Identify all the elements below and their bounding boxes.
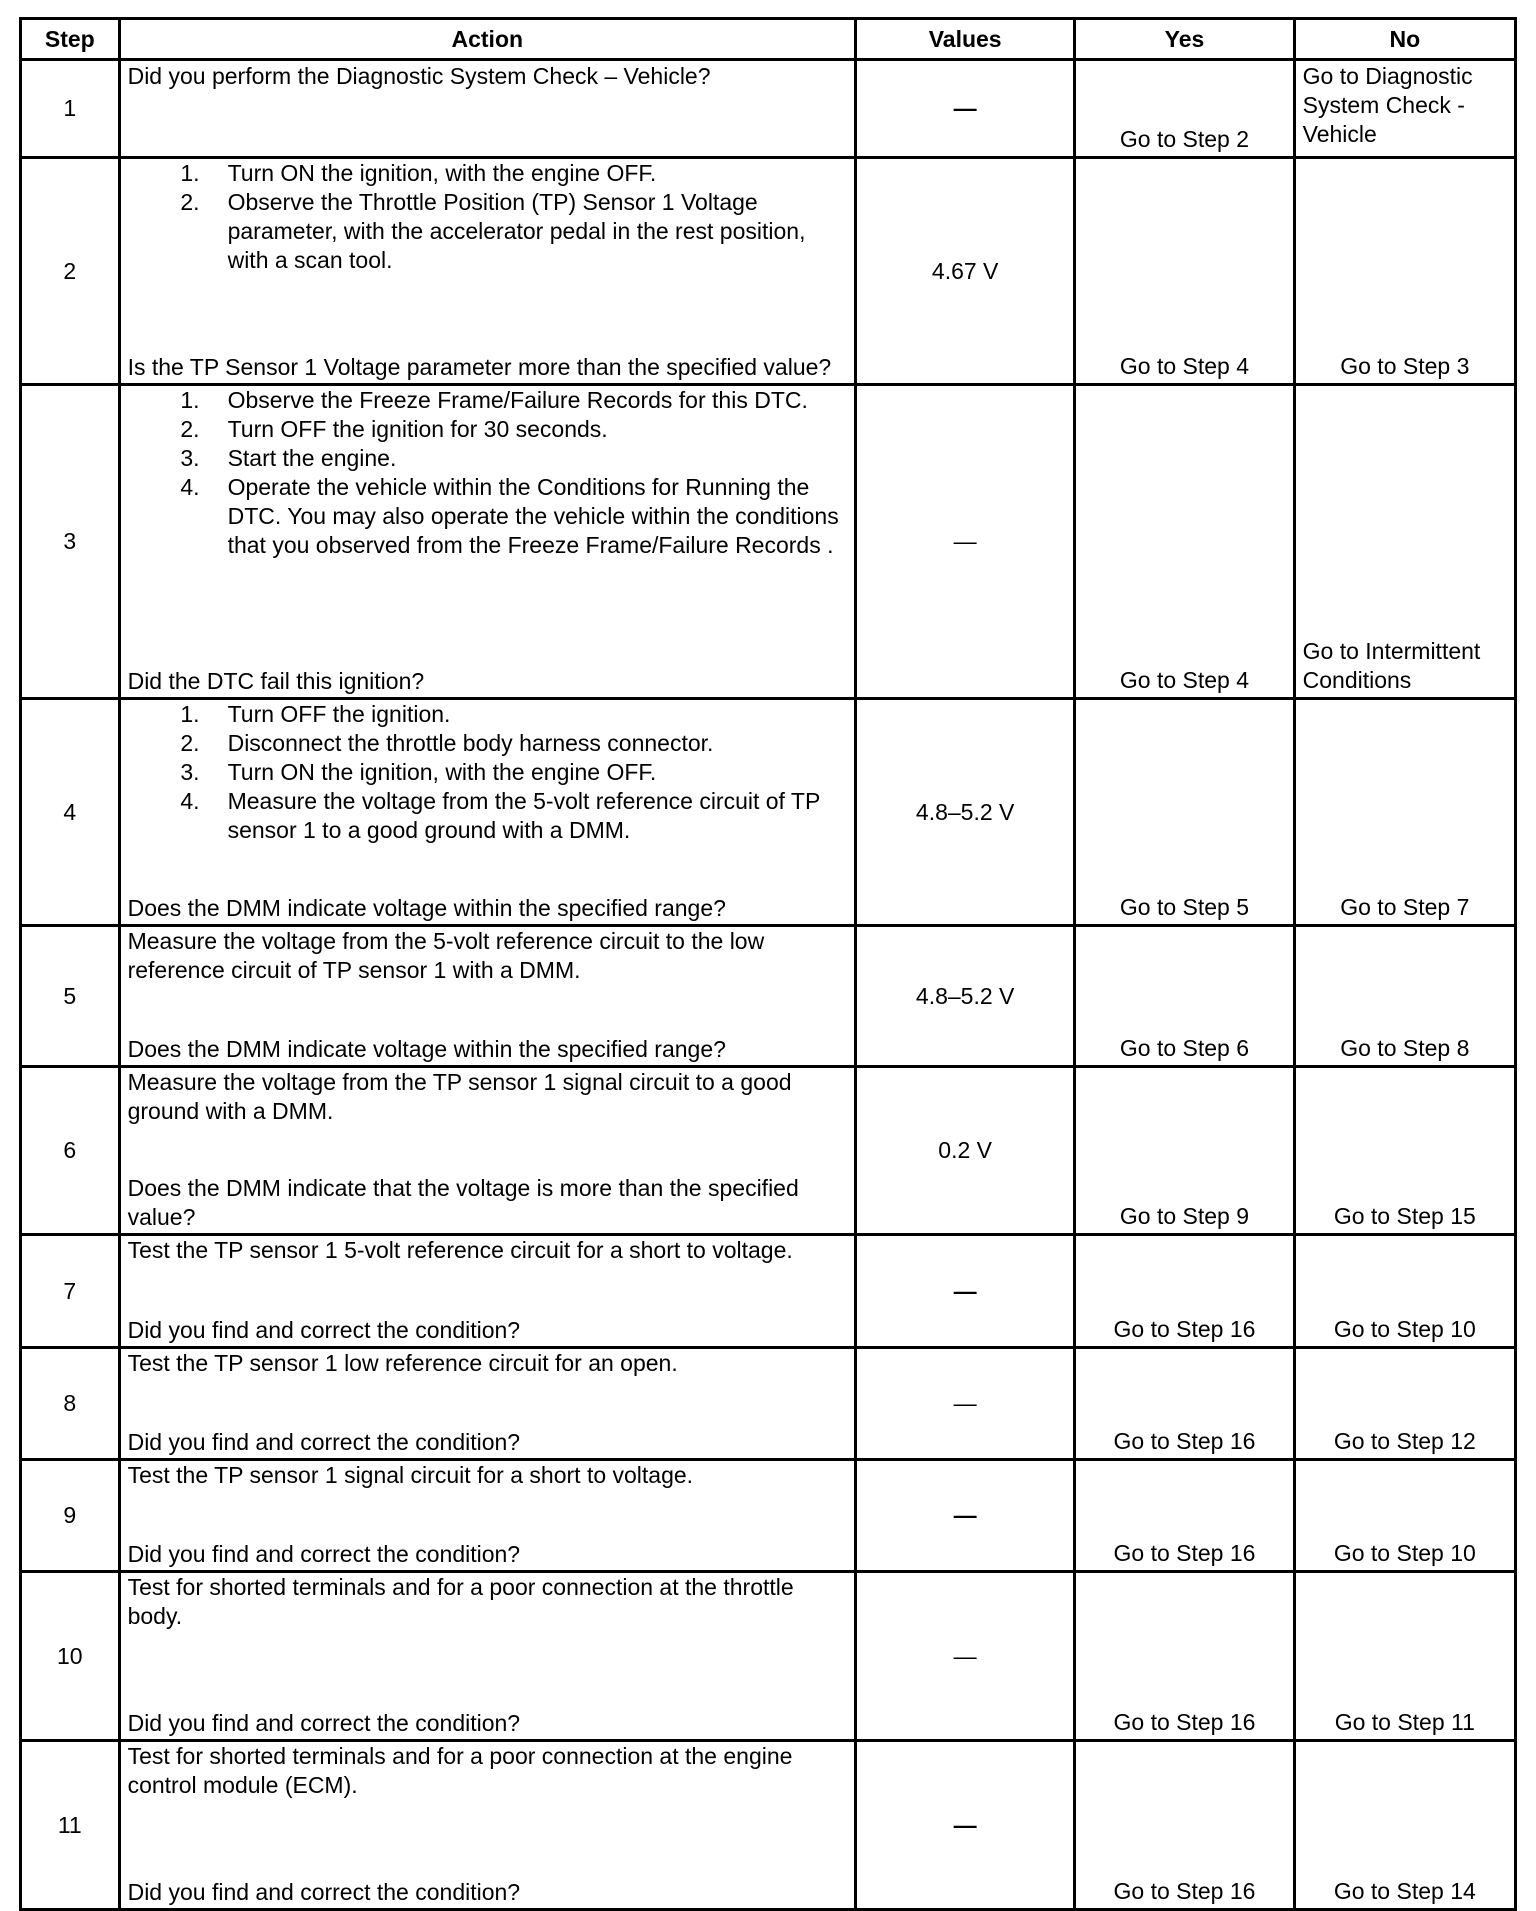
no-cell <box>1294 926 1515 1067</box>
table-row <box>21 60 1516 158</box>
no-cell <box>1294 1348 1515 1460</box>
no-cell <box>1294 385 1515 699</box>
action-cell <box>119 1235 855 1348</box>
values-cell <box>856 926 1075 1067</box>
action-cell <box>119 1067 855 1235</box>
no-text: Go to Intermittent Conditions <box>1302 638 1481 693</box>
no-cell <box>1294 158 1515 385</box>
value-text: 4.8–5.2 V <box>915 798 1015 825</box>
list-item-number: 2. <box>180 189 200 215</box>
no-text: Go to Step 12 <box>1333 1428 1476 1454</box>
yes-text: Go to Step 16 <box>1113 1428 1256 1454</box>
list-item <box>128 188 847 275</box>
table-row <box>21 1460 1516 1572</box>
list-item-text: Observe the Throttle Position (TP) Sensor 1 Voltage parameter, with the accelerator pedal in the rest position, with a scan tool. <box>227 189 806 273</box>
no-text: Go to Step 7 <box>1340 894 1470 920</box>
list-item <box>128 473 847 560</box>
table-row <box>21 1235 1516 1348</box>
action-text: Measure the voltage from the 5-volt reference circuit to the low reference circuit of TP sensor 1 with a DMM. <box>127 928 765 983</box>
header-no: No <box>1294 19 1515 60</box>
list-item-number: 1. <box>180 387 200 413</box>
action-cell <box>119 158 855 385</box>
no-text: Go to Step 15 <box>1333 1203 1476 1229</box>
value-text: 4.8–5.2 V <box>915 982 1015 1009</box>
action-question: Does the DMM indicate that the voltage is more than the specified value? <box>127 1175 799 1230</box>
yes-text: Go to Step 5 <box>1119 894 1250 920</box>
yes-cell <box>1075 158 1294 385</box>
values-cell <box>856 1572 1075 1741</box>
action-text: Test the TP sensor 1 low reference circuit for an open. <box>127 1350 678 1376</box>
list-item <box>128 415 847 444</box>
step-number: 1 <box>21 60 120 158</box>
list-item-number: 1. <box>180 701 200 727</box>
yes-text: Go to Step 16 <box>1113 1316 1256 1342</box>
action-cell <box>119 60 855 158</box>
no-text: Go to Diagnostic System Check - Vehicle <box>1302 63 1473 147</box>
list-item-number: 4. <box>180 788 200 814</box>
yes-text: Go to Step 4 <box>1119 667 1250 693</box>
list-item <box>128 758 847 787</box>
yes-cell <box>1075 1348 1294 1460</box>
yes-cell <box>1075 1235 1294 1348</box>
action-question: Did you find and correct the condition? <box>127 1541 521 1567</box>
step-number: 7 <box>21 1235 120 1348</box>
list-item-text: Turn ON the ignition, with the engine OFF. <box>227 160 657 186</box>
table-row <box>21 1348 1516 1460</box>
action-cell <box>119 385 855 699</box>
diagnostic-table <box>19 17 1517 1911</box>
value-text: — <box>953 528 977 554</box>
list-item <box>128 729 847 758</box>
yes-cell <box>1075 60 1294 158</box>
step-number: 9 <box>21 1460 120 1572</box>
step-number: 3 <box>21 385 120 699</box>
no-cell <box>1294 699 1515 926</box>
yes-text: Go to Step 4 <box>1119 353 1250 379</box>
yes-text: Go to Step 16 <box>1113 1709 1256 1735</box>
no-cell <box>1294 1067 1515 1235</box>
action-cell <box>119 1348 855 1460</box>
header-values: Values <box>856 19 1075 60</box>
step-number: 6 <box>21 1067 120 1235</box>
no-text: Go to Step 8 <box>1340 1035 1470 1061</box>
yes-cell <box>1075 1460 1294 1572</box>
action-text: Test the TP sensor 1 signal circuit for a short to voltage. <box>127 1462 694 1488</box>
list-item-text: Turn ON the ignition, with the engine OFF. <box>227 759 657 785</box>
yes-cell <box>1075 1067 1294 1235</box>
no-text: Go to Step 11 <box>1334 1709 1475 1735</box>
list-item-number: 2. <box>180 730 200 756</box>
yes-text: Go to Step 9 <box>1119 1203 1250 1229</box>
list-item-number: 2. <box>180 416 200 442</box>
yes-cell <box>1075 1572 1294 1741</box>
value-text: — <box>953 1277 977 1304</box>
action-cell <box>119 1460 855 1572</box>
table-row <box>21 1067 1516 1235</box>
no-text: Go to Step 14 <box>1333 1878 1476 1904</box>
values-cell <box>856 1460 1075 1572</box>
value-text: 0.2 V <box>938 1137 993 1163</box>
action-cell <box>119 1572 855 1741</box>
action-cell <box>119 926 855 1067</box>
step-number: 5 <box>21 926 120 1067</box>
action-question: Does the DMM indicate voltage within the specified range? <box>127 895 726 921</box>
list-item <box>128 700 847 729</box>
list-item-number: 3. <box>180 759 200 785</box>
yes-cell <box>1075 1741 1294 1910</box>
value-text: — <box>953 1390 977 1416</box>
list-item <box>128 386 847 415</box>
yes-text: Go to Step 16 <box>1113 1878 1256 1904</box>
step-number: 10 <box>21 1572 120 1741</box>
step-number: 2 <box>21 158 120 385</box>
values-cell <box>856 385 1075 699</box>
no-cell <box>1294 1460 1515 1572</box>
no-cell <box>1294 1235 1515 1348</box>
values-cell <box>856 1235 1075 1348</box>
values-cell <box>856 158 1075 385</box>
values-cell <box>856 699 1075 926</box>
value-text: — <box>953 95 977 121</box>
list-item-text: Observe the Freeze Frame/Failure Records for this DTC. <box>227 387 808 413</box>
action-text: Did you perform the Diagnostic System Check – Vehicle? <box>127 63 711 89</box>
list-item-text: Measure the voltage from the 5-volt reference circuit of TP sensor 1 to a good ground with a DMM. <box>227 788 820 843</box>
yes-cell <box>1075 699 1294 926</box>
no-cell <box>1294 1572 1515 1741</box>
action-steps-list <box>128 159 847 275</box>
action-question: Does the DMM indicate voltage within the specified range? <box>127 1036 726 1062</box>
yes-text: Go to Step 16 <box>1113 1540 1256 1566</box>
value-text: 4.67 V <box>931 257 999 284</box>
list-item-text: Start the engine. <box>227 445 397 471</box>
list-item-text: Turn OFF the ignition for 30 seconds. <box>227 416 608 442</box>
header-step: Step <box>21 19 120 60</box>
yes-cell <box>1075 926 1294 1067</box>
action-question: Did you find and correct the condition? <box>127 1317 521 1343</box>
action-text: Measure the voltage from the TP sensor 1 signal circuit to a good ground with a DMM. <box>127 1069 792 1124</box>
no-text: Go to Step 10 <box>1333 1316 1476 1342</box>
value-text: — <box>953 1811 977 1838</box>
values-cell <box>856 1067 1075 1235</box>
list-item <box>128 787 847 845</box>
list-item-number: 1. <box>180 160 200 186</box>
values-cell <box>856 1741 1075 1910</box>
action-text: Test the TP sensor 1 5-volt reference circuit for a short to voltage. <box>127 1237 793 1263</box>
action-steps-list <box>128 386 847 560</box>
header-row <box>21 19 1516 60</box>
values-cell <box>856 1348 1075 1460</box>
list-item-text: Turn OFF the ignition. <box>227 701 451 727</box>
action-question: Did you find and correct the condition? <box>127 1429 521 1455</box>
action-cell <box>119 699 855 926</box>
step-number: 4 <box>21 699 120 926</box>
action-cell <box>119 1741 855 1910</box>
yes-cell <box>1075 385 1294 699</box>
header-action: Action <box>119 19 855 60</box>
value-text: — <box>953 1502 977 1528</box>
table-row <box>21 385 1516 699</box>
no-text: Go to Step 3 <box>1340 353 1470 379</box>
value-text: — <box>953 1642 977 1669</box>
step-number: 11 <box>21 1741 120 1910</box>
no-cell <box>1294 1741 1515 1910</box>
action-text: Test for shorted terminals and for a poor connection at the engine control module (ECM). <box>127 1743 793 1798</box>
header-yes: Yes <box>1075 19 1294 60</box>
list-item-number: 3. <box>180 445 200 471</box>
table-row <box>21 158 1516 385</box>
table-row <box>21 1572 1516 1741</box>
action-question: Is the TP Sensor 1 Voltage parameter more than the specified value? <box>127 354 832 380</box>
yes-text: Go to Step 6 <box>1119 1035 1250 1061</box>
action-question: Did you find and correct the condition? <box>127 1879 521 1905</box>
values-cell <box>856 60 1075 158</box>
list-item <box>128 444 847 473</box>
table-row <box>21 926 1516 1067</box>
action-steps-list <box>128 700 847 845</box>
no-text: Go to Step 10 <box>1333 1540 1476 1566</box>
no-cell <box>1294 60 1515 158</box>
step-number: 8 <box>21 1348 120 1460</box>
action-question: Did the DTC fail this ignition? <box>127 668 425 694</box>
yes-text: Go to Step 2 <box>1119 126 1250 152</box>
list-item-text: Operate the vehicle within the Conditions for Running the DTC. You may also operate the vehicle within the conditions that you observed from the Freeze Frame/Failure Records . <box>227 474 839 558</box>
list-item-number: 4. <box>180 474 200 500</box>
list-item-text: Disconnect the throttle body harness connector. <box>227 730 714 756</box>
table-row <box>21 699 1516 926</box>
list-item <box>128 159 847 188</box>
action-text: Test for shorted terminals and for a poor connection at the throttle body. <box>127 1574 794 1629</box>
action-question: Did you find and correct the condition? <box>127 1710 521 1736</box>
table-row <box>21 1741 1516 1910</box>
